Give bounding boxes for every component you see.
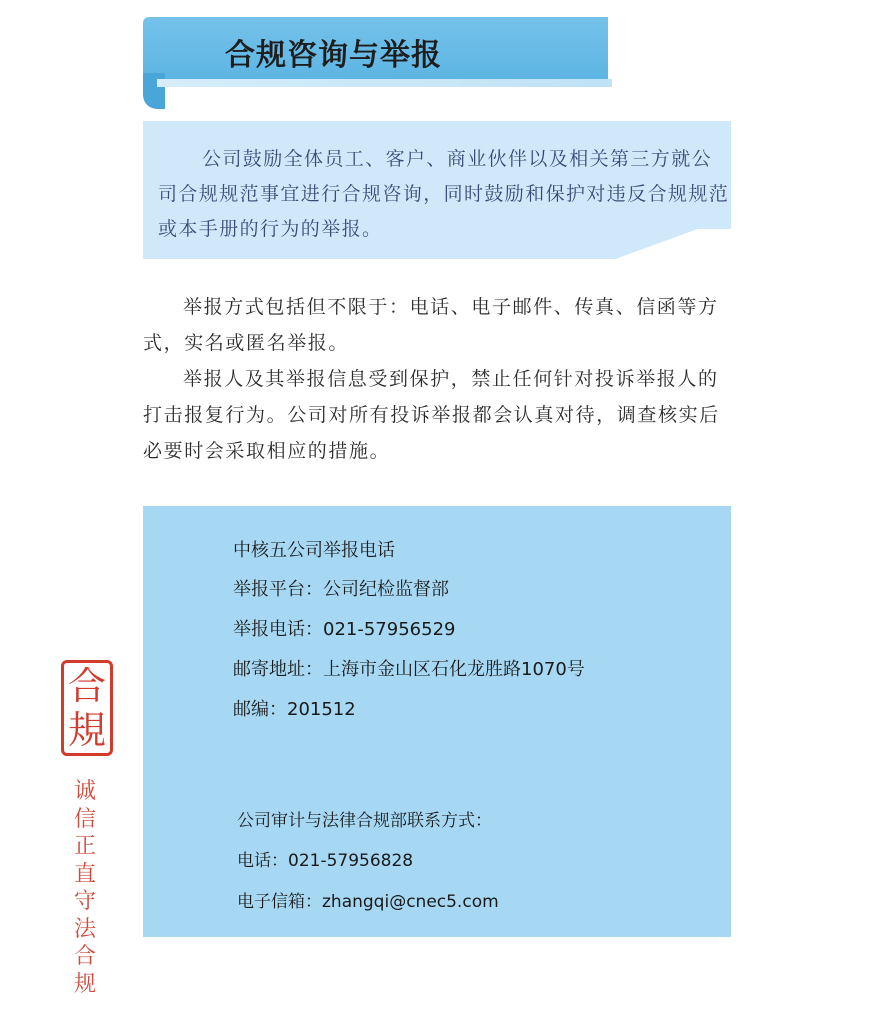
motto-char: 正: [73, 834, 96, 859]
dept-phone: 电话：021-57956828: [237, 851, 414, 871]
title-banner: [143, 17, 608, 83]
intro-text: 公司鼓励全体员工、客户、商业伙伴以及相关第三方就公司合规规范事宜进行合规咨询，同时鼓励和保护对违反合规规范或本手册的行为的举报。: [158, 148, 730, 240]
seal-char: 規: [67, 708, 106, 752]
dept-email: 电子信箱：zhangqi@cnec5.com: [237, 892, 499, 912]
report-platform: 举报平台：公司纪检监督部: [233, 579, 449, 600]
motto-char: 直: [73, 861, 96, 887]
intro-box: [143, 121, 731, 259]
vertical-motto: [69, 778, 101, 998]
body-text: [143, 289, 735, 469]
report-methods-paragraph: 举报方式包括但不限于：电话、电子邮件、传真、信函等方式，实名或匿名举报。: [143, 296, 719, 354]
hotline-title: 中核五公司举报电话: [233, 540, 395, 561]
page-title: 合规咨询与举报: [225, 38, 442, 73]
motto-char: 合: [73, 944, 96, 969]
report-phone: 举报电话：021-57956529: [233, 619, 456, 640]
contact-box: [143, 506, 731, 937]
motto-char: 法: [73, 916, 96, 942]
seal-char: 合: [67, 664, 106, 708]
mailing-address: 邮寄地址：上海市金山区石化龙胜路1070号: [233, 659, 585, 680]
dept-contact-title: 公司审计与法律合规部联系方式：: [237, 811, 492, 831]
whistleblower-protection-paragraph: 举报人及其举报信息受到保护，禁止任何针对投诉举报人的打击报复行为。公司对所有投诉举报都会认真对待，调查核实后必要时会采取相应的措施。: [143, 368, 720, 462]
postcode: 邮编：201512: [233, 699, 356, 720]
motto-char: 诚: [73, 779, 96, 804]
motto-char: 规: [73, 971, 96, 997]
motto-char: 守: [73, 889, 96, 914]
motto-char: 信: [73, 806, 96, 832]
compliance-seal: [61, 660, 113, 756]
